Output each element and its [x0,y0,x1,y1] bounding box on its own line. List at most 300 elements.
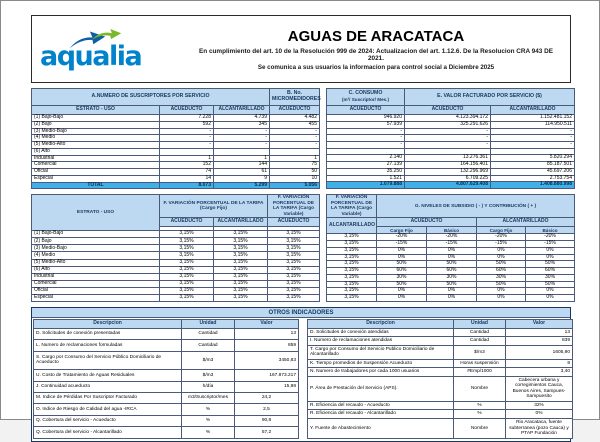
cell: R. Eficiencia del recaudo - Acueducto [308,401,454,410]
cell: 3,15% [214,259,268,266]
cell: 50 [270,169,320,176]
col-acueducto: ACUEDUCTO [405,106,491,115]
cell: Rio Aracataca, fuente subterranea (pozo Cauca) y PTAP Fundación [506,419,573,439]
cell: 35.250 [327,168,405,175]
table-row [32,266,320,273]
table-row [327,175,575,182]
col-alcantarillado: ALCANTARILLADO [327,218,377,234]
cell: -15% [526,241,575,248]
table-row [32,238,320,245]
cell: 50% [377,261,427,268]
cell: Comercial [32,280,160,287]
col-acueducto: ACUEDUCTO [160,106,214,115]
cell: Q. Cobertura del servicio - Alcantarillado [34,427,182,438]
cell: 13 [506,328,573,337]
cell: 3,15% [327,247,377,254]
cell: - [327,128,405,135]
brand-name: aqualia [40,40,142,72]
table-c-title-text: C. CONSUMO [348,90,383,97]
table-row [32,142,320,149]
table-row [308,419,573,439]
cell: - [214,135,270,142]
cell: 0% [427,254,477,261]
table-row [32,175,320,182]
cell: 0% [477,288,526,295]
cell: 167.873.217 [235,370,299,381]
other-indicators-section [31,307,571,442]
cell: 50% [526,281,575,288]
table-c-title [327,89,405,106]
cell: 32% [506,401,573,410]
cell: Cabecera urbana y corregimientos Cauca, Buenos Aires, Sampues-Sampuesito [506,376,573,401]
cell: 0% [477,247,526,254]
cell: 10 [270,175,320,182]
cell: D. Solicitudes de conexión presentadas [34,328,182,339]
cell: 3,15% [214,294,268,301]
cell: 27.139 [327,161,405,168]
table-row [308,328,573,337]
col-alcantarillado: ALCANTARILLADO [477,218,575,227]
cell: 0% [377,288,427,295]
cell: 4.807.629.408 [405,182,491,189]
indicators-right-rows [308,328,573,438]
cell: 5.820.294 [491,155,575,162]
cell: -20% [377,234,427,241]
cell: 3,15% [327,288,377,295]
cell: 3,15% [214,273,268,280]
subscribers-table [31,88,320,189]
cell: h/día [182,381,235,392]
cell: 144 [214,162,270,169]
table-row [308,359,573,368]
cell: $/m3 [182,351,235,370]
cell: % [454,401,506,410]
table-row [32,287,320,294]
col-alcantarillado: ALCANTARILLADO [214,218,268,227]
cell: Comercial [32,162,160,169]
cell: Especial [32,175,160,182]
table-row [308,410,573,419]
cell: 345 [214,121,270,128]
cell: T. Cargo por Consumo del Servicio Publico Domiciliario de Alcantarillado [308,345,454,359]
cell: 57,2 [235,427,299,438]
cell: Cantidad [182,328,235,339]
table-row [34,392,299,403]
cell: 90,8 [235,415,299,426]
table-row [34,328,299,339]
cell: 50% [477,261,526,268]
cell: 3,15% [160,259,214,266]
cell: - [214,128,270,135]
cell: - [405,135,491,142]
cell: -15% [377,241,427,248]
cell: 0% [377,254,427,261]
cell: 30% [477,274,526,281]
cell: Q. Cobertura del servicio - Acueducto [34,415,182,426]
table-row [32,259,320,266]
cell: (1) Bajo-Bajo [32,231,160,238]
table-row [327,128,575,135]
cell: 50% [477,281,526,288]
table-row [32,169,320,176]
cell: M. Indice de Pérdidas Por Suscriptor Facturado [34,392,182,403]
cell: 164.156.401 [405,161,491,168]
cell: 592 [160,121,214,128]
table-row [32,128,320,135]
cell: 3,15% [327,295,377,302]
cell: 0% [526,254,575,261]
cell: (1) Bajo-Bajo [32,115,160,122]
cell: 3,15% [268,245,320,252]
col-alcantarillado: ALCANTARILLADO [491,106,575,115]
cell: 8 [506,359,573,368]
cell: Nombre [454,376,506,401]
table-row [327,121,575,128]
subsidy-contribution-table [326,194,575,302]
cell: 4.482 [270,115,320,122]
cell: -20% [427,234,477,241]
cell: 3,15% [268,273,320,280]
cell: Especial [32,294,160,301]
cell: - [214,142,270,149]
cell: 14 [160,175,214,182]
cell: 3,15% [214,287,268,294]
cell: (5) Medio-Alto [32,259,160,266]
cell: % [182,415,235,426]
cell: 3,15% [327,261,377,268]
cell: 3,15% [160,280,214,287]
table-e-title: E. VALOR FACTURADO POR SERVICIO ($) [405,89,575,106]
col-alcantarillado: ALCANTARILLADO [214,106,270,115]
cell: 1 [214,155,270,162]
table-row [34,415,299,426]
cell: 2,5 [235,404,299,415]
cell: 3,15% [214,280,268,287]
top-tables-band [31,88,571,189]
table-row [34,427,299,438]
cell: 3,15% [160,287,214,294]
cell: - [491,142,575,149]
cell: 839 [506,337,573,346]
cell: 4.123.394.172 [405,115,491,122]
table-row [32,121,320,128]
table-row [32,115,320,122]
cell: 1.521 [327,175,405,182]
cell: -20% [477,234,526,241]
cell: (2) Bajo [32,121,160,128]
cell: 8.073 [160,182,214,189]
col-acueducto: ACUEDUCTO [270,106,320,115]
cell: (3) Medio-Bajo [32,245,160,252]
tariff-variation-table [31,194,320,302]
g-title: G. NIVELES DE SUBSIDIO ( - ) Y CONTRIBUCIÓN ( + ) [377,195,575,218]
cell: 0% [477,254,526,261]
cell: 114.950.511 [491,121,575,128]
cell: 3,15% [327,241,377,248]
col-acueducto: ACUEDUCTO [327,106,405,115]
other-indicators-title: OTROS INDICADORES [32,308,570,318]
cell: (4) Medio [32,252,160,259]
cell: % [182,427,235,438]
cell: (2) Bajo [32,238,160,245]
cell: 0% [377,295,427,302]
cell: Cantidad [454,337,506,346]
cell: 57.939 [327,121,405,128]
table-row [32,162,320,169]
cell: 0% [526,295,575,302]
col-descripcion: Descripcion [308,319,454,328]
col-acueducto: ACUEDUCTO [160,218,214,227]
cell: $/m3 [182,370,235,381]
cell: $/m3 [454,345,506,359]
cell: 3,15% [160,245,214,252]
cell: O. Indice de Riesgo de Calidad del agua -IRCA [34,404,182,415]
cell: Industrial [32,273,160,280]
cell: 2.140 [327,155,405,162]
cell: 13.276.361 [405,155,491,162]
cell: 3,15% [268,238,320,245]
table-row [34,404,299,415]
subscribers-total [32,182,320,189]
consumption-rows [327,115,575,182]
cell: K. Tiempo promedios de Suspensión Acueducto [308,359,454,368]
document-header [31,15,571,83]
cell: m3/Suscriptor/mes [182,392,235,403]
cell: 3,15% [268,280,320,287]
table-row [32,135,320,142]
header-notice: Se comunica a sus usuarios la informacion para control social a Diciembre 2025 [257,63,495,71]
cell: 3,15% [268,287,320,294]
cell: - [160,142,214,149]
cell: 3,15% [160,266,214,273]
table-row [308,337,573,346]
col-basico: Básico [427,227,477,234]
cell: 3,15% [214,266,268,273]
cell: S. Cargo por Consumo del Servicio Público Domiciliario de Acueducto [34,351,182,370]
f-variable-title: F. VARIACIÓN PORCENTUAL DE LA TARIFA (Cargo Variable) [327,195,377,218]
cell: 132.296.969 [405,168,491,175]
table-b-title: B. No. MICROMEDIDORES [270,89,320,106]
cell: 60% [526,268,575,275]
col-acueducto: ACUEDUCTO [377,218,477,227]
col-cargo-fijo: Cargo Fijo [377,227,427,234]
table-row [34,340,299,351]
cell: 0% [377,247,427,254]
cell: 3,15% [160,231,214,238]
cell: 1.079.888 [327,182,405,189]
table-a-title: A.NUMERO DE SUSCRIPTORES POR SERVICIO [32,89,270,106]
table-row [32,294,320,301]
cell: - [270,135,320,142]
cell: U. Costo de Tratamiento de Aguas Residuales [34,370,182,381]
cell: 6.709.225 [405,175,491,182]
cell: 1.152.481.152 [491,115,575,122]
table-row [327,161,575,168]
table-row [32,280,320,287]
cell: 2.753.754 [491,175,575,182]
cell: 3,15% [214,252,268,259]
cell: -15% [427,241,477,248]
cell [270,148,320,155]
cell: 9 [214,175,270,182]
cell: 3,15% [268,231,320,238]
aqualia-logo [40,29,190,70]
cell: 30% [526,274,575,281]
cell: 13 [235,328,299,339]
cell: 0% [506,410,573,419]
cell: 3,15% [327,234,377,241]
indicators-left-table [33,319,299,439]
table-row [32,182,320,189]
consumption-total [327,182,575,189]
cell: (3) Medio-Bajo [32,128,160,135]
cell: 50% [377,281,427,288]
cell: 30% [427,274,477,281]
table-row [327,295,575,302]
cell: 5.299 [214,182,270,189]
cell: 5.056 [270,182,320,189]
cell: 325.291.626 [405,121,491,128]
cell: 946.920 [327,115,405,122]
cell: - [405,128,491,135]
cell: Industrial [32,155,160,162]
cell: 0% [526,247,575,254]
cell: 75 [270,162,320,169]
cell: - [327,142,405,149]
table-row [32,231,320,238]
col-acueducto: ACUEDUCTO [268,218,320,227]
cell: 61 [214,169,270,176]
cell: 1605,90 [506,345,573,359]
table-row [32,252,320,259]
cell: % [454,410,506,419]
cell: 3,15% [214,231,268,238]
page-title: AGUAS DE ARACATACA [287,27,465,45]
cell: 50% [427,281,477,288]
cell: 1.408.880.998 [491,182,575,189]
cell: 60% [477,268,526,275]
cell: Y. Fuente de Abastecimiento [308,419,454,439]
header-text [190,28,562,71]
cell: 15,98 [235,381,299,392]
cell: 152 [160,162,214,169]
col-valor: Valor [235,319,299,328]
indicators-left-rows [34,328,299,438]
col-basico: Básico [526,227,575,234]
cell: N. Numero de trabajadores por cada 1000 usuarios [308,368,454,377]
table-row [34,351,299,370]
cell [160,148,214,155]
cell: 60% [427,268,477,275]
cell: - [160,128,214,135]
cell: 1 [270,155,320,162]
other-indicators-body [32,318,570,441]
cell: 3,15% [160,252,214,259]
cell: - [491,128,575,135]
cell: Oficial [32,287,160,294]
cell: -15% [477,241,526,248]
table-row [34,381,299,392]
cell: 455 [270,121,320,128]
cell: J. Continuidad acueducto [34,381,182,392]
col-cargo-fijo: Cargo Fijo [477,227,526,234]
cell: 4.739 [214,115,270,122]
table-row [327,115,575,122]
consumption-billing-table [326,88,575,189]
cell: Cantidad [454,328,506,337]
col-unidad: Unidad [182,319,235,328]
cell: L. Numero de reclamaciones formuladas [34,340,182,351]
cell: 30% [377,274,427,281]
tariff-variation-rows [32,231,320,302]
cell: 3,15% [268,252,320,259]
cell: 85.187.501 [491,161,575,168]
cell: 0% [526,288,575,295]
cell: Nombre [454,419,506,439]
cell: P. Área de Prestación del Servicio (APS). [308,376,454,401]
cell: 45.697.206 [491,168,575,175]
cell: 3,15% [268,294,320,301]
cell: I. Numero de reclamaciones atendidas [308,337,454,346]
cell: 0% [427,247,477,254]
cell: 0% [477,295,526,302]
cell: 3,15% [160,294,214,301]
cell: (5) Medio-Alto [32,142,160,149]
cell: (6) Alto [32,266,160,273]
cell: 50% [427,261,477,268]
cell: 3,15% [160,238,214,245]
table-row [32,155,320,162]
cell: (4) Medio [32,135,160,142]
cell: -20% [526,234,575,241]
cell: 7.228 [160,115,214,122]
cell: 3,15% [327,274,377,281]
cell: 3,15% [327,268,377,275]
cell: - [270,142,320,149]
cell: D. Solicitudes de conexión atendidas [308,328,454,337]
cell: R. Eficiencia del recaudo - Alcantarillado [308,410,454,419]
table-row [32,273,320,280]
cell: 1 [160,155,214,162]
subscribers-rows [32,115,320,183]
cell: 3,40 [506,368,573,377]
cell: 3,15% [327,281,377,288]
cell: (6) Alto [32,148,160,155]
cell: - [160,135,214,142]
table-row [308,376,573,401]
cell: - [405,142,491,149]
cell: 3,15% [160,273,214,280]
table-row [327,155,575,162]
cell: 60% [377,268,427,275]
col-estrato-uso: ESTRATO - USO [32,195,160,231]
cell: % [182,404,235,415]
cell: TOTAL [32,182,160,189]
col-descripcion: Descripcion [34,319,182,328]
table-row [327,135,575,142]
table-row [308,401,573,410]
header-subtitle: En cumplimiento del art. 10 de la Resolución 999 de 2024: Actualizacion del art. 1.12.6. De la Resolucion CRA 943 DE 2021. [199,47,553,62]
col-unidad: Unidad [454,319,506,328]
col-valor: Valor [506,319,573,328]
table-row [308,368,573,377]
cell: 3,15% [268,266,320,273]
subsidy-rows [327,234,575,302]
table-row [327,182,575,189]
cell: Cantidad [182,340,235,351]
table-c-subtitle: (m³/ Suscriptor/ Mes.) [342,97,389,103]
cell: - [491,135,575,142]
